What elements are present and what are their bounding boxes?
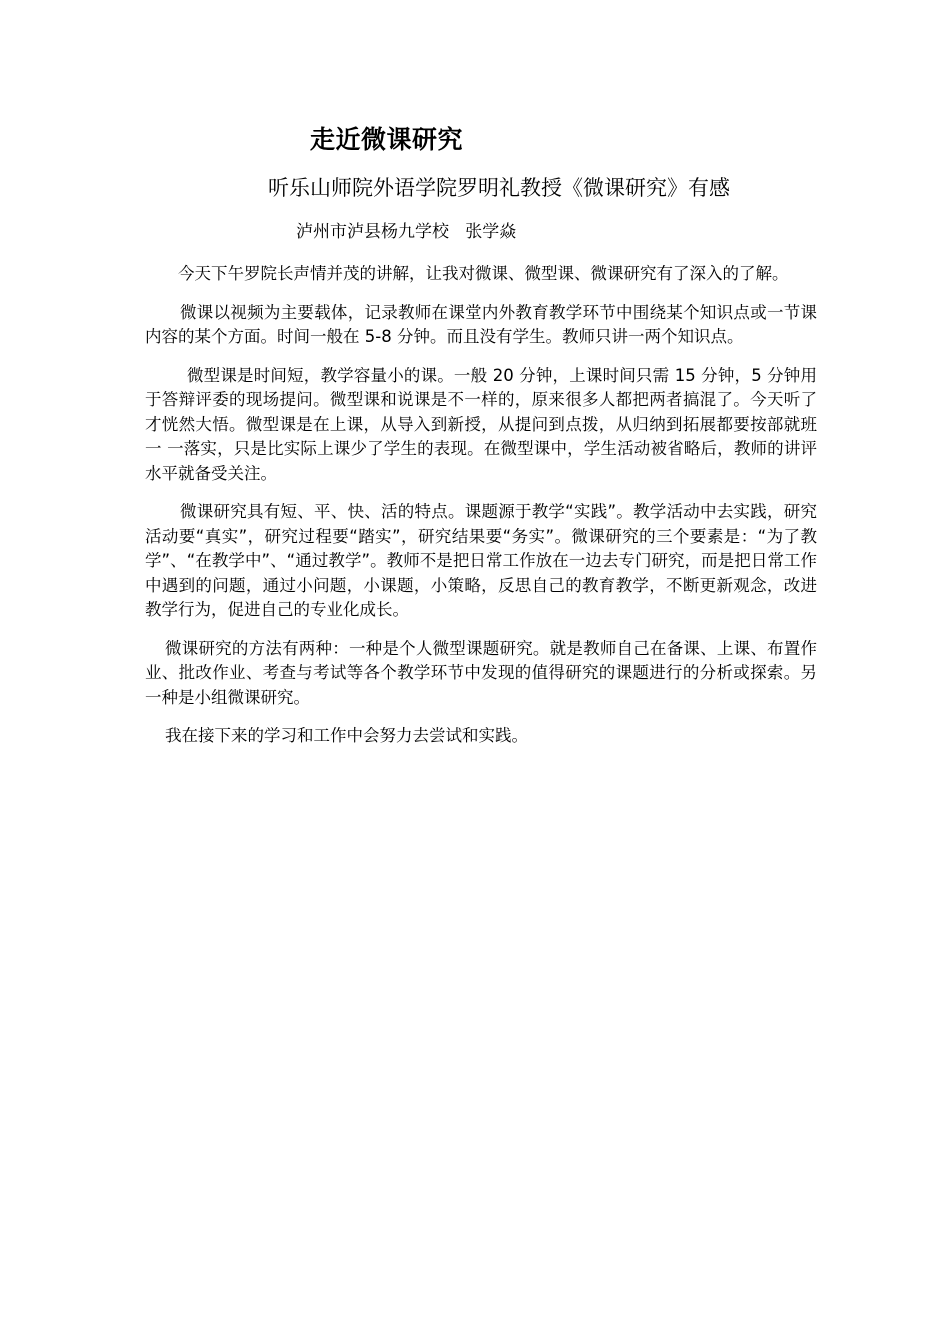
document-subtitle: 听乐山师院外语学院罗明礼教授《微课研究》有感 xyxy=(268,176,730,200)
paragraph-mini-class: 微型课是时间短，教学容量小的课。一般 20 分钟，上课时间只需 15 分钟，5 分钟用于答辩评委的现场提问。微型课和说课是不一样的，原来很多人都把两者搞混了。今天听了才恍然大悟。微型课是在上课，从导入到新授，从提问到点拨，从归纳到拓展都要按部就班一 一落实，只是比实际上课少了学生的表现。在微型课中，学生活动被省略后，教师的讲评水平就备受关注。 xyxy=(145,365,817,483)
paragraph-intro: 今天下午罗院长声情并茂的讲解，让我对微课、微型课、微课研究有了深入的了解。 xyxy=(178,264,789,283)
paragraph-conclusion: 我在接下来的学习和工作中会努力去尝试和实践。 xyxy=(165,726,528,745)
author-byline: 泸州市泸县杨九学校 张学焱 xyxy=(296,222,517,242)
paragraph-research-features: 微课研究具有短、平、快、活的特点。课题源于教学“实践”。教学活动中去实践，研究活动要“真实”，研究过程要“踏实”，研究结果要“务实”。微课研究的三个要素是：“为了教学”、“在教学中”、“通过教学”。教师不是把日常工作放在一边去专门研究，而是把日常工作中遇到的问题，通过小问题，小课题，小策略，反思自己的教育教学，不断更新观念，改进教学行为，促进自己的专业化成长。 xyxy=(145,502,817,619)
document-title: 走近微课研究 xyxy=(310,125,464,154)
document-body xyxy=(145,262,817,763)
paragraph-research-methods: 微课研究的方法有两种：一种是个人微型课题研究。就是教师自己在备课、上课、布置作业、批改作业、考查与考试等各个教学环节中发现的值得研究的课题进行的分析或探索。另一种是小组微课研究。 xyxy=(145,638,817,707)
paragraph-micro-lesson: 微课以视频为主要载体，记录教师在课堂内外教育教学环节中围绕某个知识点或一节课内容的某个方面。时间一般在 5-8 分钟。而且没有学生。教师只讲一两个知识点。 xyxy=(145,302,817,346)
